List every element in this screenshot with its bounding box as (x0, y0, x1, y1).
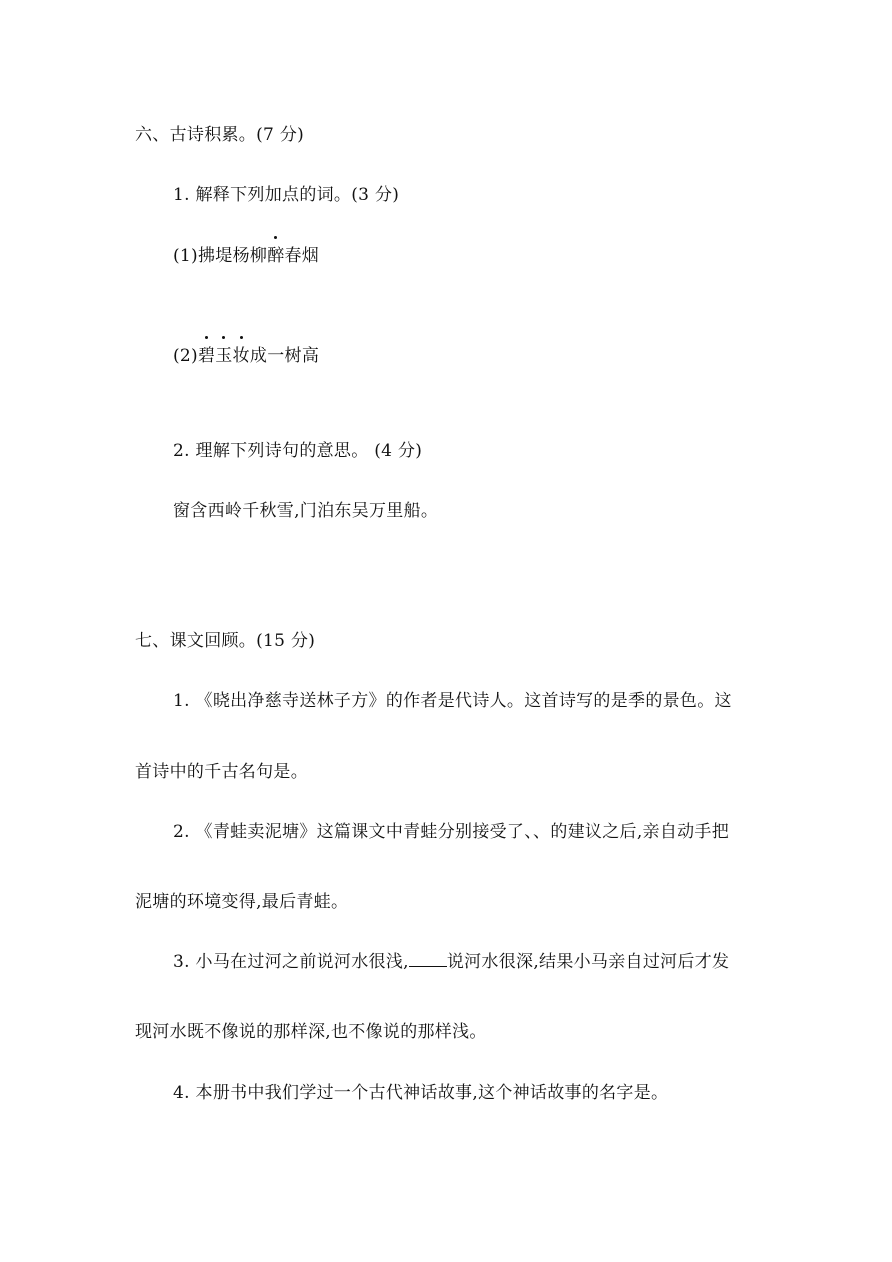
section-6-heading: 六、古诗积累。(7 分) (135, 125, 305, 145)
item2-pre: (2) (173, 346, 198, 366)
section-7-q3-line2: 现河水既不像说的那样深,也不像说的那样浅。 (135, 1022, 487, 1042)
section-7-heading: 七、课文回顾。(15 分) (135, 631, 316, 651)
section-6-q1-prompt: 1. 解释下列加点的词。(3 分) (173, 185, 400, 205)
q3-post: 说河水很深,结果小马亲自过河后才发 (446, 952, 730, 972)
dotted-word-zui: 醉 (267, 246, 285, 266)
item1-post: 春烟 (284, 246, 320, 266)
q3-pre: 3. 小马在过河之前说河水很浅, (173, 952, 409, 972)
section-7-q1-line2: 首诗中的千古名句是。 (135, 762, 308, 782)
section-7-q2-line2: 泥塘的环境变得,最后青蛙。 (135, 892, 349, 912)
section-7-q1-line1: 1. 《晓出净慈寺送林子方》的作者是代诗人。这首诗写的是季的景色。这 (173, 691, 732, 711)
dotted-word-yu: 玉 (215, 346, 233, 366)
section-6-q2-prompt: 2. 理解下列诗句的意思。 (4 分) (173, 441, 423, 461)
section-6-q2-poem-line: 窗含西岭千秋雪,门泊东吴万里船。 (173, 501, 439, 521)
section-7-q4-line1: 4. 本册书中我们学过一个古代神话故事,这个神话故事的名字是。 (173, 1083, 669, 1103)
item2-post: 成一树高 (249, 346, 320, 366)
dotted-word-zhuang: 妆 (232, 346, 250, 366)
dotted-word-bi: 碧 (197, 346, 216, 366)
section-7-q2-line1: 2. 《青蛙卖泥塘》这篇课文中青蛙分别接受了、、的建议之后,亲自动手把 (173, 822, 730, 842)
item1-pre: (1)拂堤杨柳 (173, 246, 268, 266)
section-6-q1-item2 (173, 345, 319, 367)
section-6-q1-item1 (173, 245, 319, 267)
answer-blank (409, 951, 447, 967)
section-7-q3-line1 (173, 951, 729, 973)
